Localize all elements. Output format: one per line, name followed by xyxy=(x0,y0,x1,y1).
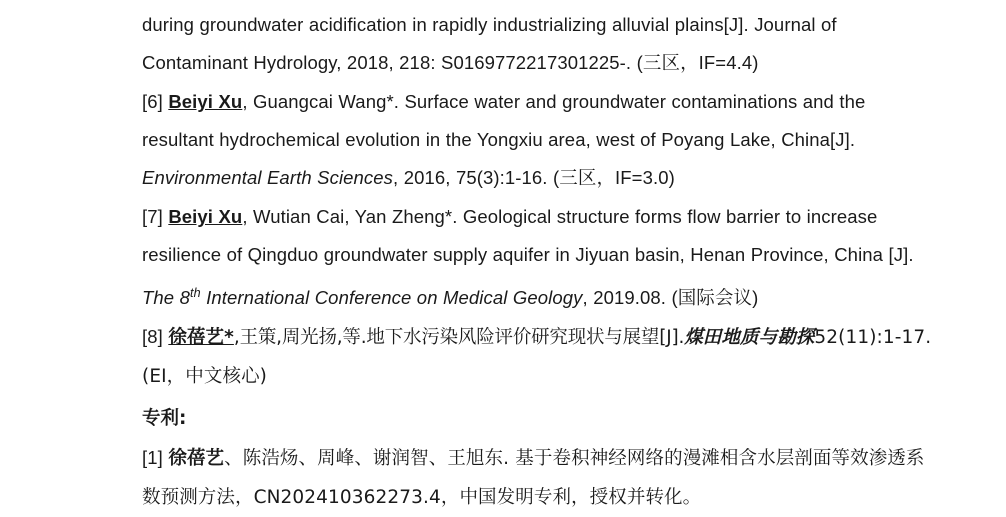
paragraph-ref7 xyxy=(142,198,936,317)
patent-number: [1] xyxy=(142,447,169,469)
author-name-highlight: Beiyi Xu xyxy=(168,91,243,112)
section-heading-patents: 专利: xyxy=(142,408,187,430)
paragraph-patent1 xyxy=(142,439,936,517)
journal-title: Environmental Earth Sciences xyxy=(142,167,394,188)
reference-number: [7] xyxy=(142,206,169,227)
text-run: , 2016, 75(3):1-16. (三区，IF=3.0) xyxy=(393,167,675,188)
inventor-name-highlight: 徐蓓艺 xyxy=(168,448,225,470)
text-run: 、陈浩炀、周峰、谢润智、王旭东. 基于卷积神经网络的漫滩相含水层剖面等效渗透系数预测方法，CN202410362273.4，中国发明专利，授权并转化。 xyxy=(142,448,925,509)
conference-title-rest: International Conference on Medical Geology xyxy=(200,287,583,309)
paragraph-ref5-continuation xyxy=(142,6,936,82)
text-run: , Wutian Cai, Yan Zheng*. Geological structure forms flow barrier to increase resilience of Qingduo groundwater supply aquifer in Jiyuan basin, Henan Province, China [J]. xyxy=(142,206,914,265)
text-run: during groundwater acidification in rapidly industrializing alluvial plains[J]. Journal of Contaminant Hydrology, 2018, 218: S0169772217301225-. (三区，IF=4.4) xyxy=(142,14,837,73)
text-run: , Guangcai Wang*. Surface water and groundwater contaminations and the resultant hydrochemical evolution in the Yongxiu area, west of Poyang Lake, China[J]. xyxy=(142,91,866,150)
conference-title: The 8 xyxy=(142,287,191,309)
text-run: , 2019.08. (国际会议) xyxy=(582,287,759,309)
paragraph-ref8 xyxy=(142,318,936,396)
paragraph-ref6 xyxy=(142,83,936,197)
reference-number: [8] xyxy=(142,326,169,348)
ordinal-suffix: th xyxy=(190,286,201,300)
journal-title: 煤田地质与勘探 xyxy=(684,327,815,349)
author-name-highlight: 徐蓓艺* xyxy=(168,327,234,349)
text-run: ,王策,周光扬,等.地下水污染风险评价研究现状与展望[J]. xyxy=(233,327,685,349)
author-name-highlight: Beiyi Xu xyxy=(168,206,243,227)
text-run: 52(11):1-17. (EI，中文核心) xyxy=(142,327,932,388)
reference-number: [6] xyxy=(142,91,169,112)
